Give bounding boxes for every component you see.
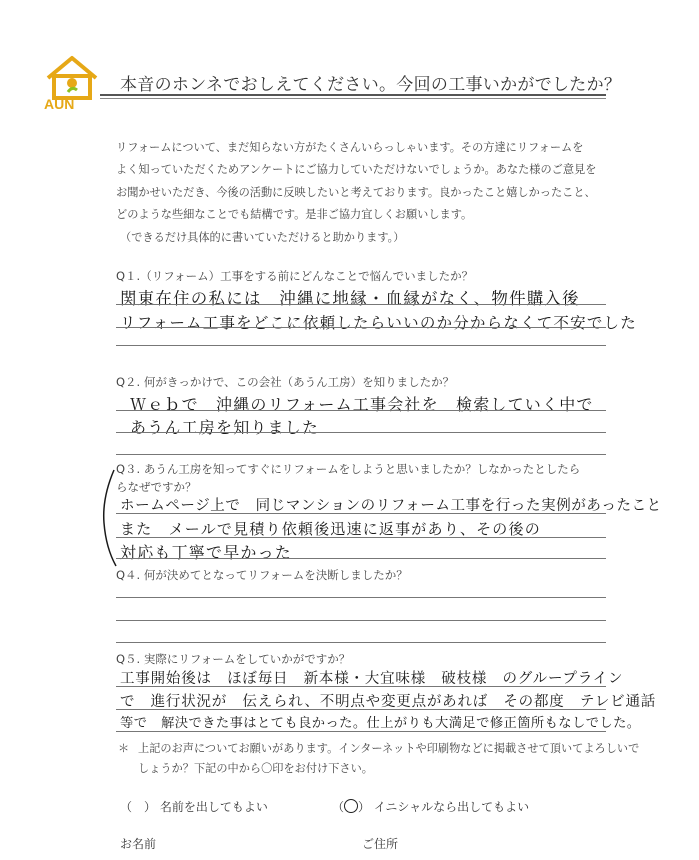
- title-divider-thin: [100, 98, 606, 99]
- answer-3-line-1: ホームページ上で 同じマンションのリフォーム工事を行った実例があったこと: [120, 498, 662, 514]
- answer-1-line-1: 関東在住の私には 沖縄に地縁・血縁がなく、物件購入後: [120, 289, 580, 308]
- answer-2-line-2: あうん工房を知りました: [130, 418, 320, 437]
- intro-text: [116, 137, 616, 249]
- page-title: 本音のホンネでおしえてください。今回の工事いかがでしたか？: [120, 75, 622, 95]
- option-label: イニシャルなら出してもよい: [373, 800, 530, 814]
- checkbox-selected[interactable]: （ ）: [332, 800, 371, 814]
- answer-rule: [116, 432, 606, 433]
- question-3: Q３. あうん工房を知ってすぐにリフォームをしようと思いましたか？しなかったとしたら: [116, 462, 581, 476]
- consent-note-line-1: 上記のお声についてお願いがあります。インターネットや印刷物などに掲載させて頂いてよろしいで: [138, 742, 640, 755]
- consent-note-line-2: しょうか？下記の中から〇印をお付け下さい。: [138, 762, 373, 775]
- answer-rule: [116, 513, 606, 514]
- answer-rule: [116, 304, 606, 305]
- logo-text: AUN: [44, 96, 75, 112]
- answer-rule: [116, 597, 606, 598]
- question-5: Q５. 実際にリフォームをしていかがですか？: [116, 652, 351, 666]
- checkbox-empty[interactable]: （ ）: [120, 800, 157, 814]
- option-initial-ok[interactable]: [332, 798, 529, 815]
- name-label: お名前: [120, 837, 157, 851]
- bracket-mark: [98, 468, 118, 568]
- question-3-cont: らなぜですか？: [116, 480, 197, 494]
- answer-rule: [116, 345, 606, 346]
- answer-rule: [116, 537, 606, 538]
- address-label: ご住所: [362, 837, 399, 851]
- answer-1-line-2: リフォーム工事をどこに依頼したらいいのか分からなくて不安でした: [120, 314, 637, 332]
- question-2: Q２. 何がきっかけで、この会社（あうん工房）を知りましたか？: [116, 375, 455, 389]
- title-divider: [100, 94, 606, 96]
- answer-5-line-1: 工事開始後は ほぼ毎日 新本様・大宜味様 破枝様 のグループライン: [120, 671, 624, 687]
- intro-line: お聞かせいただき、今後の活動に反映したいと考えております。良かったこと嬉しかったこと、: [116, 185, 596, 199]
- answer-rule: [116, 620, 606, 621]
- answer-rule: [116, 686, 606, 687]
- answer-rule: [116, 709, 606, 710]
- answer-rule: [116, 558, 606, 559]
- option-label: 名前を出してもよい: [159, 800, 268, 814]
- answer-rule: [116, 454, 606, 455]
- answer-3-line-3: 対応も丁寧で早かった: [120, 543, 293, 562]
- note-asterisk: ＊: [118, 742, 130, 755]
- answer-3-line-2: また メールで見積り依頼後迅速に返事があり、その後の: [120, 520, 541, 538]
- answer-rule: [116, 327, 606, 328]
- answer-5-line-3: 等で 解決できた事はとても良かった。仕上がりも大満足で修正箇所もなしでした。: [120, 716, 641, 731]
- answer-5-line-2: で 進行状況が 伝えられ、不明点や変更点があれば その都度 テレビ通話: [120, 694, 657, 710]
- intro-line: （できるだけ具体的に書いていただけると助かります。）: [120, 230, 405, 244]
- intro-line: どのような些細なことでも結構です。是非ご協力宜しくお願いします。: [116, 208, 473, 222]
- answer-rule: [116, 731, 606, 732]
- circle-mark-icon: [344, 799, 358, 813]
- intro-line: よく知っていただくためアンケートにご協力していただけないでしょうか。あなた様のご意見を: [116, 163, 597, 177]
- option-name-ok[interactable]: [120, 798, 268, 815]
- question-1: Q１.（リフォーム）工事をする前にどんなことで悩んでいましたか？: [116, 269, 474, 283]
- answer-rule: [116, 642, 606, 643]
- answer-2-line-1: Ｗｅｂで 沖縄のリフォーム工事会社を 検索していく中で: [130, 395, 594, 414]
- answer-rule: [116, 410, 606, 411]
- question-4: Q４. 何が決めてとなってリフォームを決断しましたか？: [116, 568, 408, 582]
- intro-line: リフォームについて、まだ知らない方がたくさんいらっしゃいます。その方達にリフォームを: [116, 141, 584, 154]
